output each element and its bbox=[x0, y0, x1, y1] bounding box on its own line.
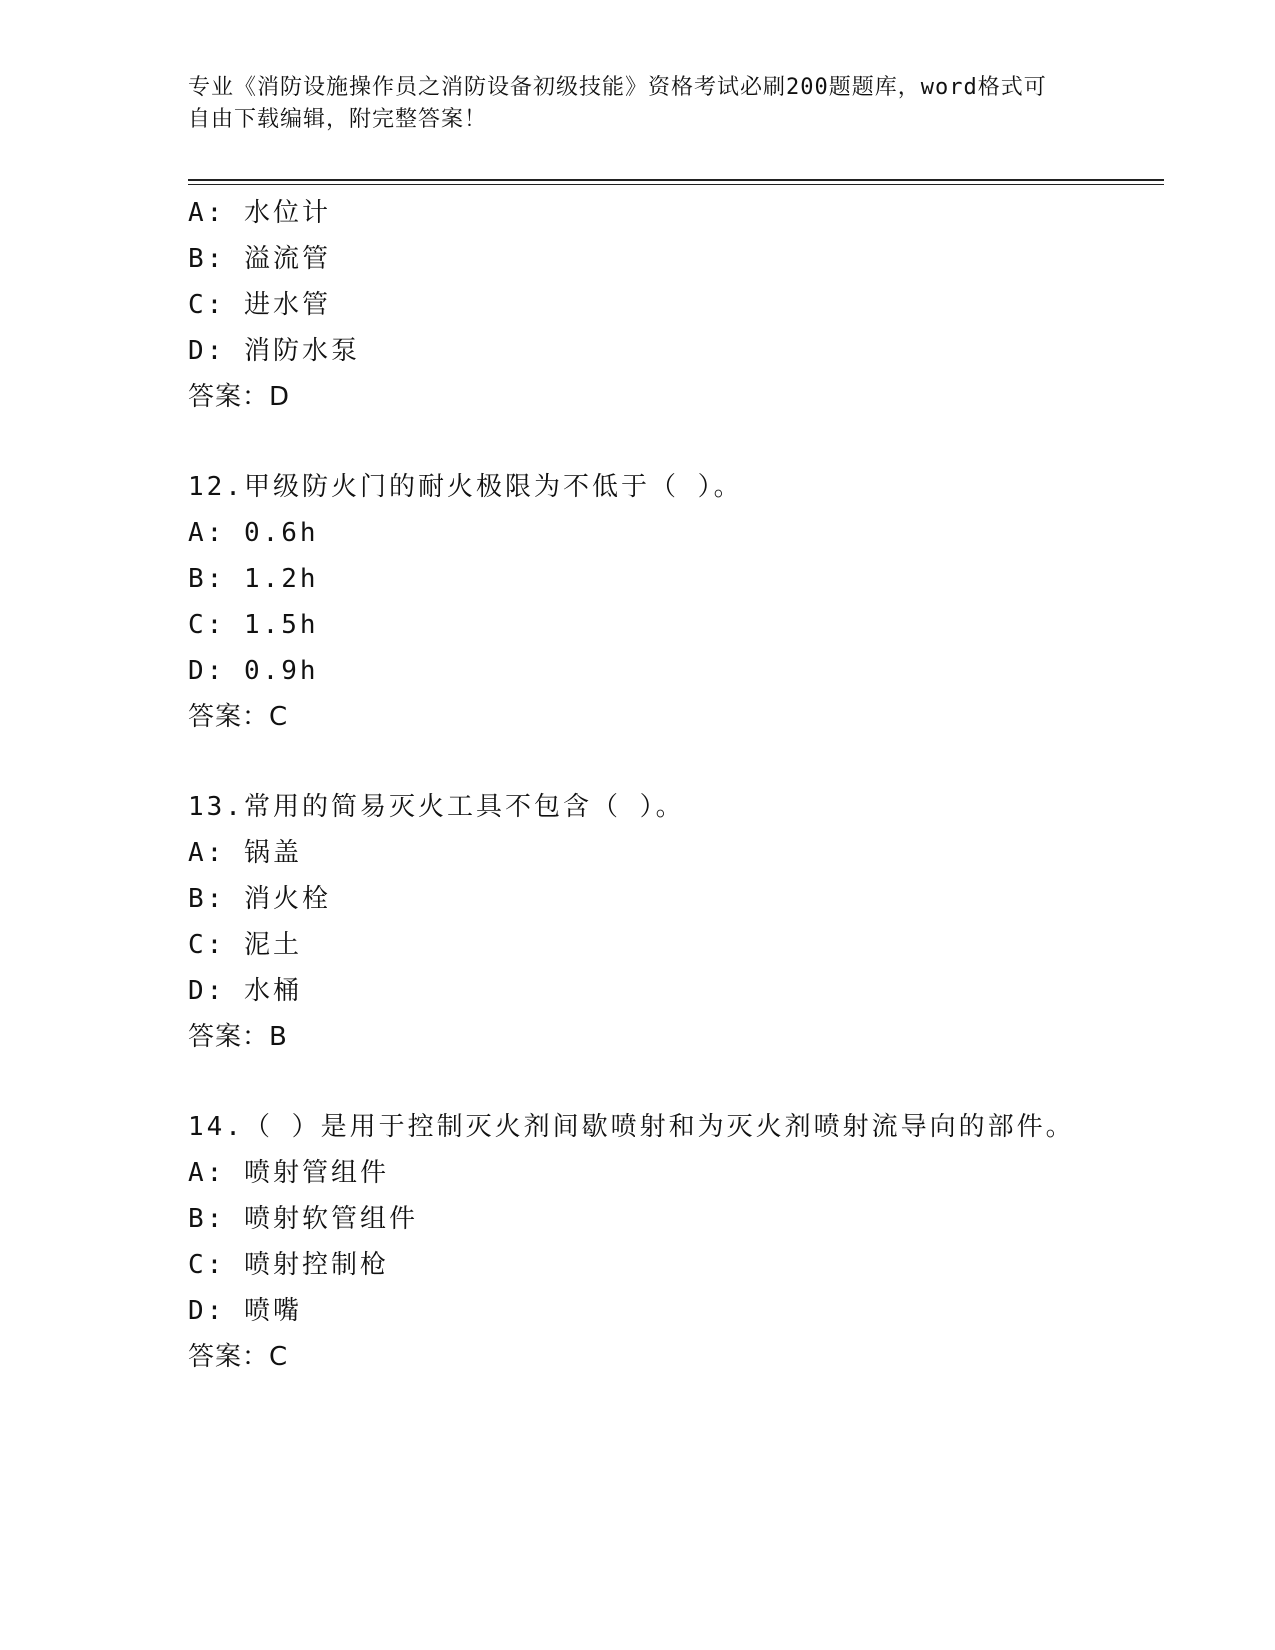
option-b: B: 喷射软管组件 bbox=[188, 1204, 418, 1234]
option-a: A: 0.6h bbox=[188, 518, 319, 548]
option-c: C: 泥土 bbox=[188, 930, 302, 960]
question-list bbox=[188, 190, 1168, 1380]
spacer bbox=[188, 420, 1168, 464]
option-d: D: 消防水泵 bbox=[188, 336, 360, 366]
option-b: B: 1.2h bbox=[188, 564, 319, 594]
question-stem: 12.甲级防火门的耐火极限为不低于（ ）。 bbox=[188, 472, 743, 502]
option-b: B: 溢流管 bbox=[188, 244, 331, 274]
option-d: D: 水桶 bbox=[188, 976, 302, 1006]
option-a: A: 喷射管组件 bbox=[188, 1158, 389, 1188]
option-d: D: 0.9h bbox=[188, 656, 319, 686]
answer-line: 答案：C bbox=[188, 1342, 289, 1372]
answer-line: 答案：B bbox=[188, 1022, 288, 1052]
header-rule-thick bbox=[188, 179, 1164, 181]
question-stem: 14.（ ）是用于控制灭火剂间歇喷射和为灭火剂喷射流导向的部件。 bbox=[188, 1112, 1075, 1142]
question-block bbox=[188, 784, 1168, 1060]
option-a: A: 锅盖 bbox=[188, 838, 302, 868]
document-header: 专业《消防设施操作员之消防设备初级技能》资格考试必刷200题题库，word格式可自由下载编辑，附完整答案！ bbox=[188, 75, 1047, 132]
answer-line: 答案：D bbox=[188, 382, 291, 412]
option-d: D: 喷嘴 bbox=[188, 1296, 302, 1326]
option-c: C: 进水管 bbox=[188, 290, 331, 320]
question-block bbox=[188, 190, 1168, 420]
option-c: C: 喷射控制枪 bbox=[188, 1250, 389, 1280]
spacer bbox=[188, 740, 1168, 784]
header-rule-thin bbox=[188, 184, 1164, 185]
question-block bbox=[188, 1104, 1168, 1380]
option-a: A: 水位计 bbox=[188, 198, 331, 228]
question-stem: 13.常用的简易灭火工具不包含（ ）。 bbox=[188, 792, 685, 822]
spacer bbox=[188, 1060, 1168, 1104]
option-c: C: 1.5h bbox=[188, 610, 319, 640]
answer-line: 答案：C bbox=[188, 702, 289, 732]
question-block bbox=[188, 464, 1168, 740]
option-b: B: 消火栓 bbox=[188, 884, 331, 914]
